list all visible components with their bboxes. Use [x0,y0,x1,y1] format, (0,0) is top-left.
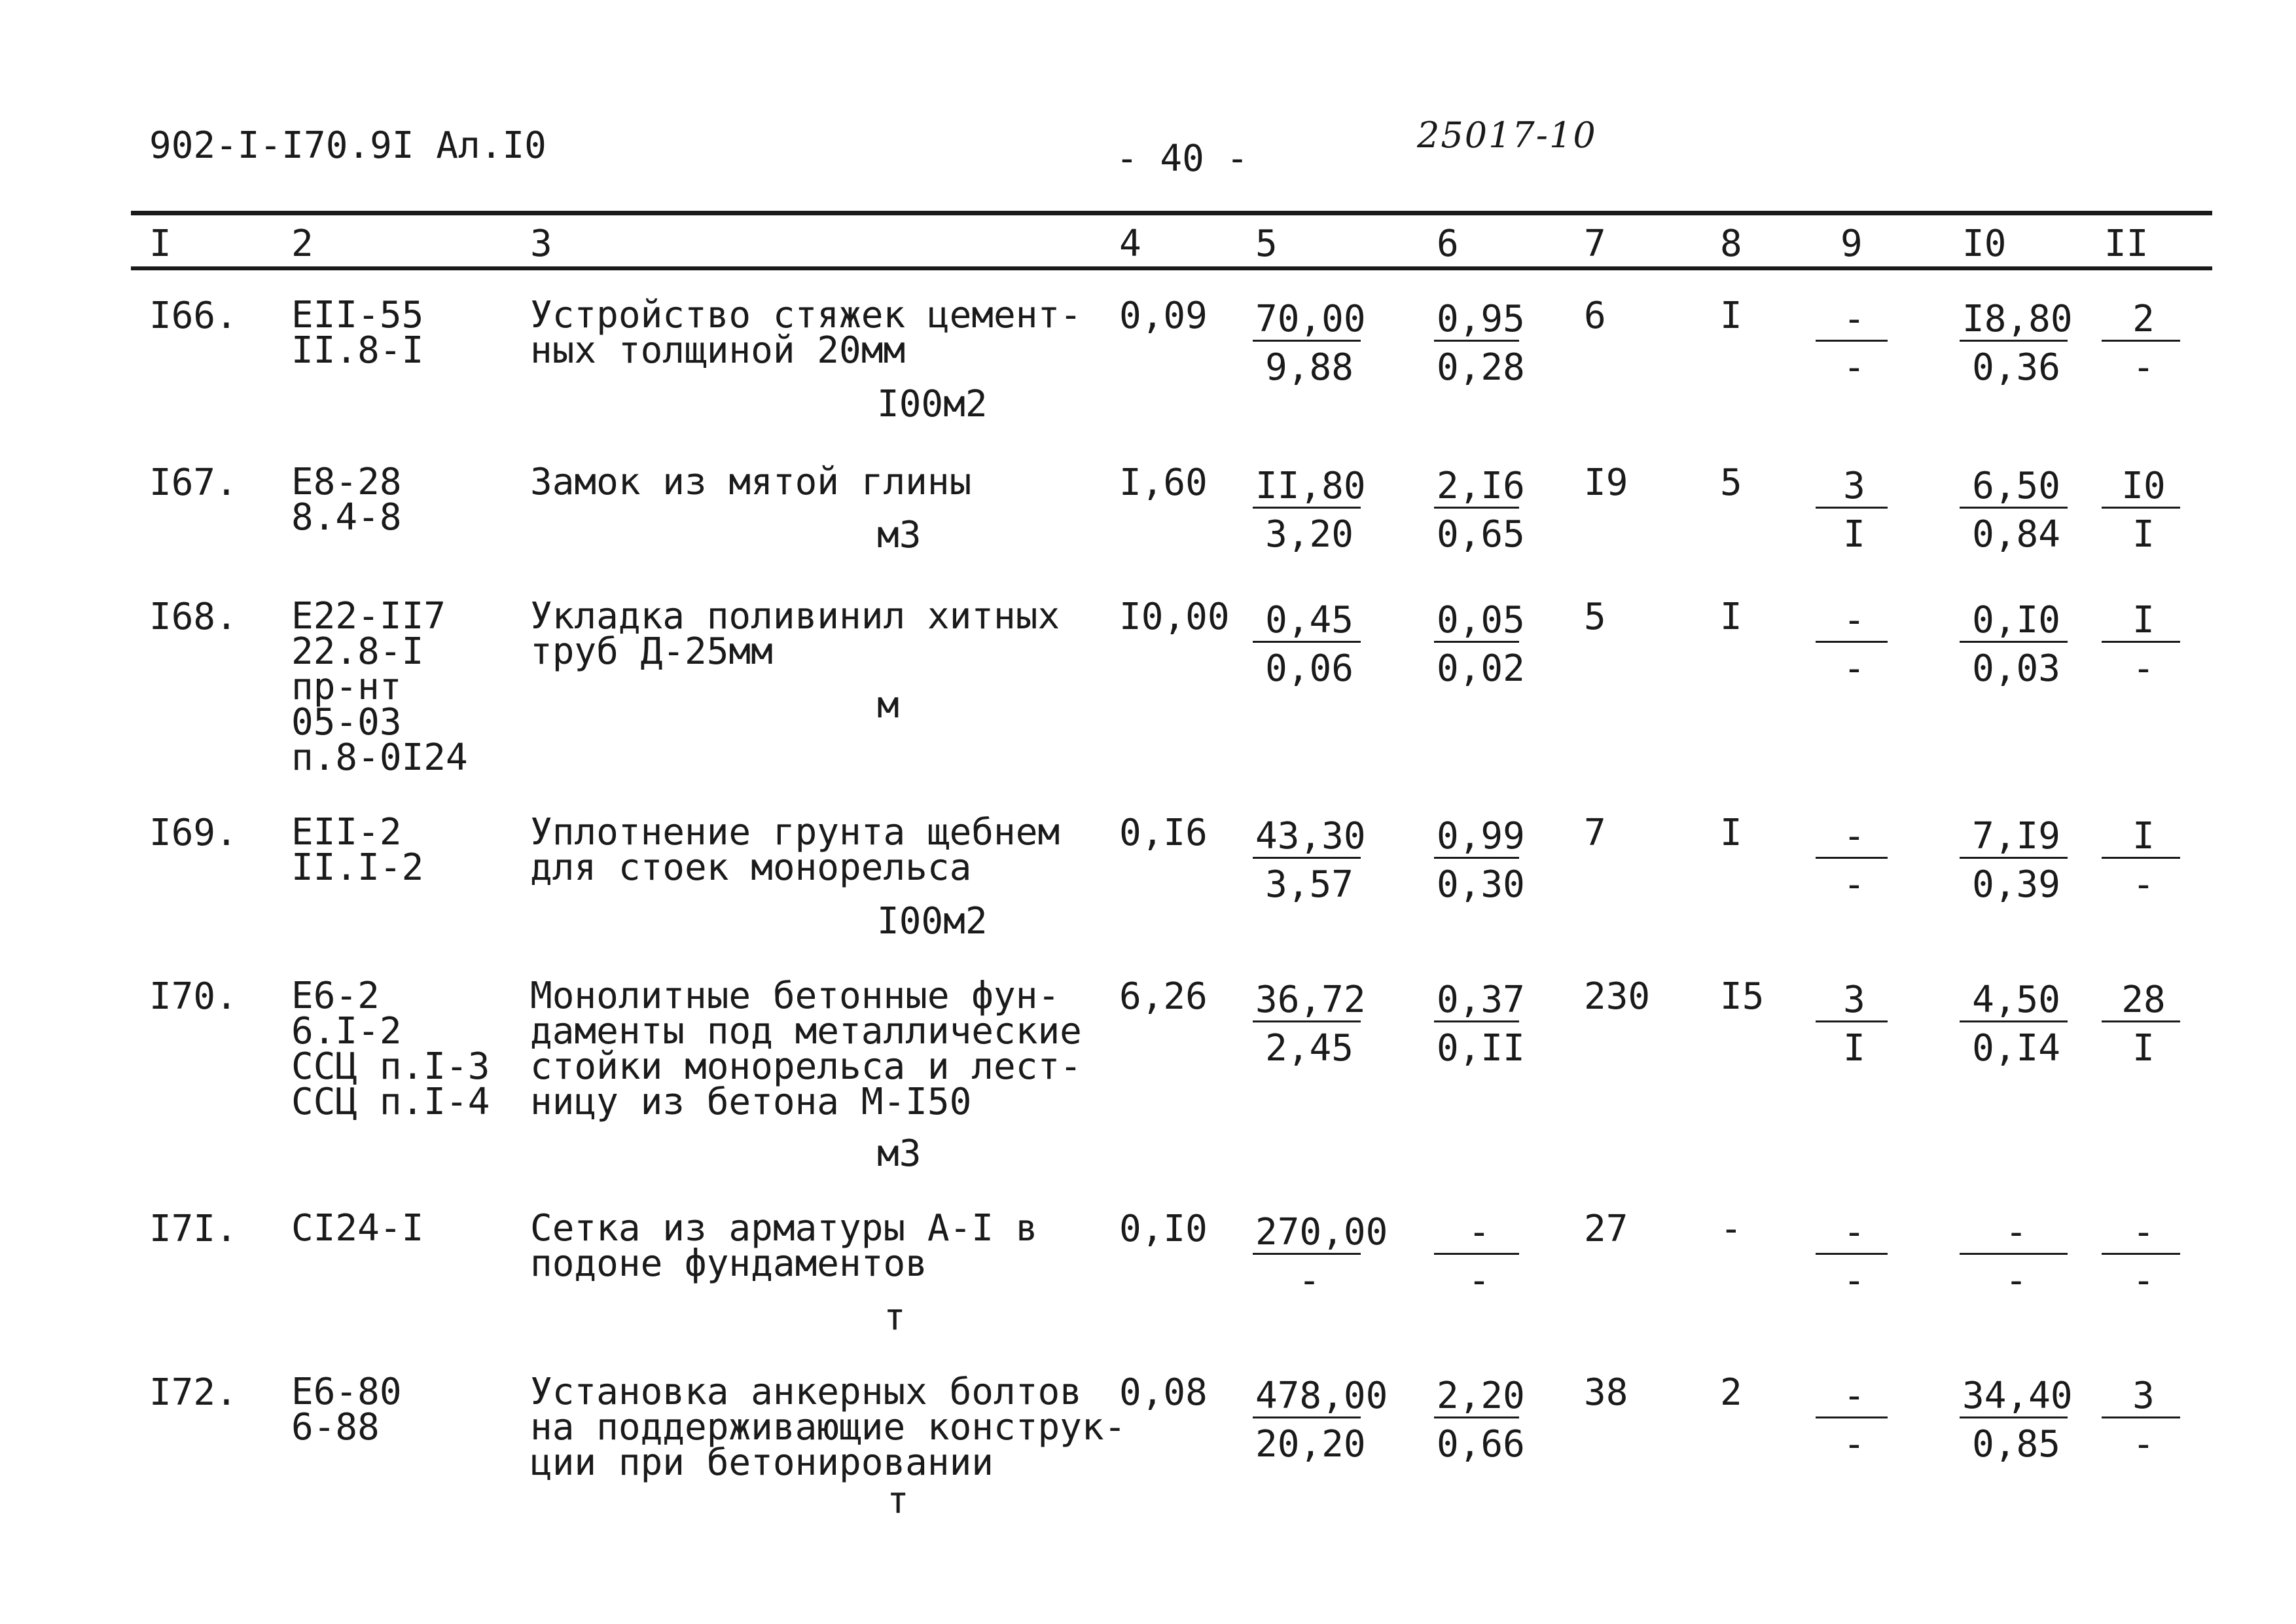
row-number: I69. [149,812,238,854]
fraction-c6 [1437,298,1568,403]
column-header: 4 [1119,223,1141,265]
fraction-c9 [1818,1375,1949,1479]
fraction-c5 [1255,1375,1386,1479]
fraction-numerator: II,80 [1255,465,1366,507]
fraction-bar [1434,1416,1519,1418]
quantity: I,60 [1119,461,1208,504]
measure-unit: т [887,1479,909,1522]
fraction-numerator: - [1843,599,1865,641]
fraction-numerator: I8,80 [1962,298,2073,340]
fraction-denominator: 0,I4 [1972,1027,2060,1070]
fraction-denominator: - [1298,1259,1321,1302]
fraction-bar [1816,1253,1888,1255]
work-description: Замок из мятой глины [530,461,972,503]
column-header: 2 [291,223,314,265]
column-header: 3 [530,223,552,265]
fraction-bar [2102,857,2180,859]
quantity: I0,00 [1119,596,1230,638]
norm-code: E8-28 8.4-8 [291,461,402,539]
column-header: 9 [1840,223,1863,265]
column-8-value: - [1720,1208,1742,1250]
fraction-denominator: - [2132,1423,2155,1466]
fraction-bar [2102,641,2180,643]
fraction-c9 [1818,815,1949,920]
quantity: 0,08 [1119,1371,1208,1414]
norm-code: E6-2 6.I-2 ССЦ п.I-3 ССЦ п.I-4 [291,975,490,1123]
fraction-c10 [1962,979,2093,1083]
fraction-denominator: 2,45 [1265,1027,1354,1070]
fraction-c6 [1437,599,1568,704]
fraction-bar [1960,1020,2068,1022]
fraction-numerator: 270,00 [1255,1211,1388,1254]
fraction-c10 [1962,1375,2093,1479]
norm-code: CI24-I [291,1207,424,1250]
quantity: 6,26 [1119,975,1208,1018]
fraction-denominator: - [2005,1259,2028,1302]
fraction-numerator: 2,I6 [1437,465,1525,507]
measure-unit: м3 [877,1132,922,1175]
measure-unit: I00м2 [877,900,988,943]
row-number: I72. [149,1371,238,1414]
fraction-denominator: - [2132,863,2155,906]
column-7-value: 38 [1584,1371,1628,1414]
fraction-bar [2102,1253,2180,1255]
fraction-numerator: 3 [1843,465,1865,507]
fraction-bar [1960,857,2068,859]
fraction-numerator: - [1468,1211,1490,1254]
fraction-c9 [1818,599,1949,704]
fraction-denominator: 3,20 [1265,513,1354,556]
fraction-numerator: 34,40 [1962,1375,2073,1417]
fraction-denominator: 0,30 [1437,863,1525,906]
fraction-numerator: - [1843,298,1865,340]
fraction-bar [1434,507,1519,509]
fraction-c11 [2104,298,2235,403]
fraction-bar [1816,641,1888,643]
fraction-denominator: I [1843,1027,1865,1070]
fraction-c11 [2104,979,2235,1083]
fraction-c10 [1962,599,2093,704]
fraction-c5 [1255,1211,1386,1316]
fraction-c11 [2104,1375,2235,1479]
fraction-c6 [1437,979,1568,1083]
fraction-numerator: 7,I9 [1972,815,2060,857]
fraction-denominator: 0,66 [1437,1423,1525,1466]
row-number: I67. [149,461,238,504]
fraction-numerator: 0,05 [1437,599,1525,641]
fraction-numerator: 0,95 [1437,298,1525,340]
table-header-rule [131,266,2212,270]
measure-unit: I00м2 [877,383,988,425]
column-header: I0 [1962,223,2007,265]
fraction-c5 [1255,815,1386,920]
inventory-number: 25017-10 [1417,115,1597,156]
fraction-c11 [2104,465,2235,569]
fraction-numerator: - [1843,815,1865,857]
fraction-bar [1253,507,1361,509]
fraction-denominator: I [2132,1027,2155,1070]
fraction-c9 [1818,979,1949,1083]
work-description: Укладка поливинил хитных труб Д-25мм [530,595,1060,673]
row-number: I68. [149,596,238,638]
row-number: I70. [149,975,238,1018]
fraction-denominator: - [2132,1259,2155,1302]
fraction-bar [1434,857,1519,859]
fraction-bar [1816,857,1888,859]
norm-code: EII-2 II.I-2 [291,811,424,889]
fraction-denominator: 0,39 [1972,863,2060,906]
fraction-numerator: - [1843,1375,1865,1417]
fraction-numerator: 43,30 [1255,815,1366,857]
column-8-value: 5 [1720,461,1742,504]
fraction-bar [1253,340,1361,342]
column-header: 7 [1584,223,1606,265]
fraction-denominator: 0,II [1437,1027,1525,1070]
work-description: Установка анкерных болтов на поддерживающие конструк- ции при бетонировании [530,1371,1126,1484]
fraction-denominator: 0,28 [1437,346,1525,389]
fraction-c6 [1437,815,1568,920]
fraction-bar [1434,340,1519,342]
fraction-bar [1960,340,2068,342]
column-7-value: 5 [1584,596,1606,638]
fraction-numerator: I [2132,599,2155,641]
fraction-numerator: - [2132,1211,2155,1254]
row-number: I7I. [149,1208,238,1250]
work-description: Сетка из арматуры A-I в подоне фундаментов [530,1207,1038,1285]
fraction-numerator: 36,72 [1255,979,1366,1021]
quantity: 0,09 [1119,295,1208,337]
fraction-denominator: 0,06 [1265,647,1354,690]
work-description: Уплотнение грунта щебнем для стоек монорельса [530,811,1060,889]
fraction-bar [1253,1253,1361,1255]
fraction-bar [2102,340,2180,342]
fraction-denominator: - [2132,346,2155,389]
fraction-bar [1960,1253,2068,1255]
fraction-bar [2102,1020,2180,1022]
fraction-c10 [1962,1211,2093,1316]
fraction-numerator: 0,45 [1265,599,1354,641]
fraction-denominator: - [2132,647,2155,690]
column-header: I [149,223,171,265]
norm-code: EII-55 II.8-I [291,294,424,372]
fraction-bar [1253,641,1361,643]
row-number: I66. [149,295,238,337]
fraction-denominator: - [1843,1259,1865,1302]
column-7-value: 6 [1584,295,1606,337]
fraction-bar [1816,1020,1888,1022]
fraction-denominator: 0,03 [1972,647,2060,690]
fraction-denominator: - [1843,863,1865,906]
work-description: Устройство стяжек цемент- ных толщиной 20мм [530,294,1082,372]
norm-code: E6-80 6-88 [291,1371,402,1449]
fraction-c5 [1255,465,1386,569]
column-7-value: 27 [1584,1208,1628,1250]
fraction-numerator: 0,I0 [1972,599,2060,641]
fraction-denominator: 3,57 [1265,863,1354,906]
fraction-bar [1253,857,1361,859]
column-header: 8 [1720,223,1742,265]
fraction-numerator: I0 [2121,465,2166,507]
fraction-c5 [1255,298,1386,403]
fraction-denominator: 9,88 [1265,346,1354,389]
fraction-c6 [1437,1211,1568,1316]
fraction-c10 [1962,465,2093,569]
fraction-denominator: 0,84 [1972,513,2060,556]
work-description: Монолитные бетонные фун- даменты под металлические стойки монорельса и лест- ницу из бетона М-I50 [530,975,1082,1123]
document-code: 902-I-I70.9I Ал.I0 [149,124,547,167]
fraction-c10 [1962,815,2093,920]
fraction-numerator: 28 [2121,979,2166,1021]
quantity: 0,I6 [1119,812,1208,854]
fraction-bar [1434,1020,1519,1022]
quantity: 0,I0 [1119,1208,1208,1250]
table-top-rule [131,211,2212,215]
fraction-bar [2102,507,2180,509]
fraction-c6 [1437,1375,1568,1479]
measure-unit: м [877,684,899,727]
fraction-denominator: I [1843,513,1865,556]
fraction-bar [1253,1416,1361,1418]
fraction-numerator: 0,37 [1437,979,1525,1021]
fraction-numerator: - [1843,1211,1865,1254]
column-7-value: 7 [1584,812,1606,854]
fraction-denominator: 0,65 [1437,513,1525,556]
fraction-numerator: 2 [2132,298,2155,340]
fraction-numerator: I [2132,815,2155,857]
fraction-bar [1816,1416,1888,1418]
norm-code: E22-II7 22.8-I пр-нт 05-03 п.8-0I24 [291,595,468,779]
fraction-c5 [1255,599,1386,704]
page-number: - 40 - [1116,137,1249,180]
fraction-numerator: 6,50 [1972,465,2060,507]
measure-unit: м3 [877,514,922,556]
column-8-value: I [1720,812,1742,854]
fraction-denominator: - [1468,1259,1490,1302]
fraction-c9 [1818,298,1949,403]
fraction-c5 [1255,979,1386,1083]
fraction-denominator: - [1843,346,1865,389]
fraction-numerator: 0,99 [1437,815,1525,857]
fraction-bar [1816,340,1888,342]
fraction-c10 [1962,298,2093,403]
fraction-bar [1816,507,1888,509]
fraction-denominator: 20,20 [1255,1423,1366,1466]
column-7-value: 230 [1584,975,1651,1018]
fraction-numerator: 70,00 [1255,298,1366,340]
fraction-bar [1960,507,2068,509]
column-header: 5 [1255,223,1278,265]
fraction-bar [1434,1253,1519,1255]
fraction-denominator: 0,85 [1972,1423,2060,1466]
fraction-bar [1960,1416,2068,1418]
fraction-numerator: 3 [1843,979,1865,1021]
column-8-value: I [1720,295,1742,337]
fraction-numerator: 3 [2132,1375,2155,1417]
fraction-numerator: - [2005,1211,2028,1254]
fraction-c11 [2104,599,2235,704]
fraction-c9 [1818,465,1949,569]
column-8-value: I5 [1720,975,1765,1018]
column-header: II [2104,223,2149,265]
column-8-value: 2 [1720,1371,1742,1414]
column-header: 6 [1437,223,1459,265]
fraction-denominator: 0,02 [1437,647,1525,690]
fraction-c9 [1818,1211,1949,1316]
column-7-value: I9 [1584,461,1628,504]
column-8-value: I [1720,596,1742,638]
fraction-c11 [2104,815,2235,920]
fraction-denominator: - [1843,647,1865,690]
fraction-bar [1434,641,1519,643]
fraction-bar [1960,641,2068,643]
fraction-denominator: I [2132,513,2155,556]
fraction-numerator: 478,00 [1255,1375,1388,1417]
fraction-denominator: 0,36 [1972,346,2060,389]
fraction-bar [1253,1020,1361,1022]
fraction-numerator: 4,50 [1972,979,2060,1021]
fraction-c6 [1437,465,1568,569]
fraction-bar [2102,1416,2180,1418]
fraction-c11 [2104,1211,2235,1316]
fraction-denominator: - [1843,1423,1865,1466]
fraction-numerator: 2,20 [1437,1375,1525,1417]
measure-unit: т [884,1296,906,1339]
